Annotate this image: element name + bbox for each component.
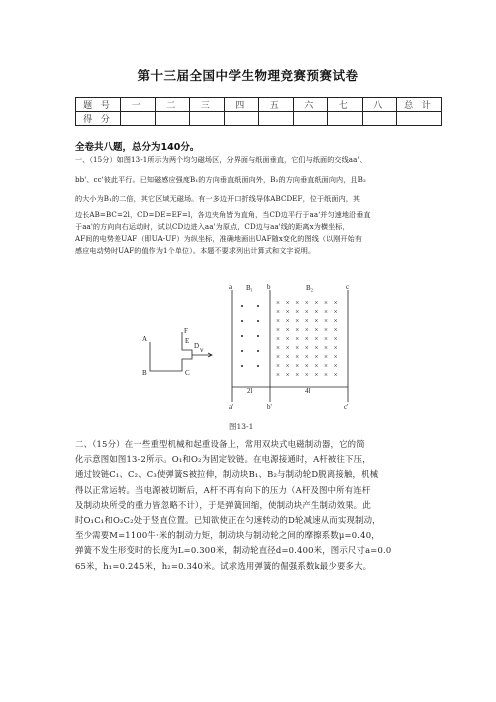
b2-field-cross: ×: [333, 317, 338, 325]
b1-field-dot: [257, 365, 259, 367]
question-2-line: 二、（15分）在一些重型机械和起重设备上，常用双块式电磁制动器，它的简: [75, 439, 365, 449]
question-2-line: 弹簧不发生形变时的长度为L=0.300米，制动轮直径d=0.400米，图示尺寸a=0.0: [75, 545, 392, 556]
question-1-line: 边长AB=BC=2l，CD=DE=EF=l，各边夹角皆为直角，当CD边平行于aa'并匀速地沿垂直: [75, 209, 371, 219]
b2-field-cross: ×: [324, 344, 328, 352]
b2-field-cross: ×: [304, 317, 309, 325]
b2-field-cross: ×: [295, 371, 300, 379]
b2-field-cross: ×: [324, 362, 328, 370]
b2-field-cross: ×: [295, 344, 300, 352]
b2-field-cross: ×: [295, 317, 300, 325]
label-F: F: [184, 327, 188, 335]
label-dim-2l: 2l: [247, 387, 253, 395]
label-c-prime: c': [344, 403, 349, 411]
score-cell: [259, 112, 294, 126]
b2-field-cross: ×: [276, 353, 280, 361]
question-2-text: [75, 437, 439, 574]
score-header-cell: 四: [224, 98, 259, 112]
score-cell: [121, 112, 156, 126]
b2-field-cross: ×: [276, 299, 280, 307]
b1-field-dot: [241, 335, 243, 337]
label-v: v: [200, 346, 204, 354]
b2-field-cross: ×: [314, 371, 319, 379]
b2-field-cross: ×: [314, 353, 319, 361]
b2-field-cross: ×: [304, 299, 309, 307]
score-table: [75, 97, 442, 126]
b2-field-cross: ×: [295, 308, 300, 316]
question-2-line: 65米，h₁=0.245米，h₂=0.340米。试求选用弹簧的倔强系数k最少要多大。: [75, 560, 372, 571]
b2-field-cross: ×: [295, 326, 300, 334]
score-header-cell: 五: [259, 98, 294, 112]
b2-field-crosses: [276, 299, 338, 379]
score-cell: [293, 112, 328, 126]
score-cell: [328, 112, 363, 126]
b2-field-cross: ×: [314, 326, 319, 334]
b2-field-cross: ×: [333, 362, 338, 370]
b2-field-cross: ×: [276, 344, 280, 352]
question-2-line: 得以正常运转。当电源被切断后，A杆不再有向下的压力（A杆及图中所有连杆: [75, 484, 371, 495]
b2-field-cross: ×: [295, 299, 300, 307]
b2-field-cross: ×: [333, 371, 338, 379]
b2-field-cross: ×: [295, 362, 300, 370]
b2-field-cross: ×: [324, 335, 328, 343]
b2-field-cross: ×: [276, 362, 280, 370]
question-1-line: 感应电动势时UAF的值作为1个单位）。本题不要求列出计算式和文字说明。: [75, 245, 316, 255]
question-1-line: AF间的电势差UAF（即UA-UF）为纵坐标，准确地画出UAF随x变化的图线（以刚开始有: [75, 233, 363, 243]
label-A: A: [142, 335, 148, 343]
b2-field-cross: ×: [314, 335, 319, 343]
score-header-cell: 三: [190, 98, 225, 112]
b2-field-cross: ×: [304, 353, 309, 361]
b2-field-cross: ×: [295, 335, 300, 343]
score-header-cell: 六: [293, 98, 328, 112]
score-cell: [224, 112, 259, 126]
label-D: D: [194, 342, 200, 350]
b2-field-cross: ×: [314, 308, 319, 316]
b1-field-dot: [257, 335, 259, 337]
b2-field-cross: ×: [285, 353, 290, 361]
b2-field-cross: ×: [314, 362, 319, 370]
b2-field-cross: ×: [324, 308, 328, 316]
b2-field-cross: ×: [285, 299, 290, 307]
b2-field-cross: ×: [285, 317, 290, 325]
b2-field-cross: ×: [304, 335, 309, 343]
label-a-prime: a': [229, 403, 234, 411]
b2-field-cross: ×: [276, 308, 280, 316]
b2-field-cross: ×: [285, 362, 290, 370]
question-1-line: 于aa'的方向向右运动时，试以CD边进入aa'为原点，CD边与aa'线的距离x为横坐标，: [75, 221, 350, 231]
figure-caption: 图13-1: [229, 422, 254, 431]
b2-field-cross: ×: [285, 326, 290, 334]
score-table-score-row: [76, 112, 442, 126]
question-2-line: 及制动块所受的重力皆忽略不计），于是弹簧回缩，使制动块产生制动效果。此: [75, 499, 371, 510]
b1-field-dot: [257, 350, 259, 352]
b2-field-cross: ×: [304, 344, 309, 352]
score-table-header-row: [76, 98, 442, 112]
b2-field-cross: ×: [276, 317, 280, 325]
b2-field-cross: ×: [324, 353, 328, 361]
score-cell: [155, 112, 190, 126]
b1-field-dot: [241, 350, 243, 352]
b1-field-dot: [241, 320, 243, 322]
score-header-cell: 一: [121, 98, 156, 112]
figure-13-1: [130, 282, 370, 420]
b2-field-cross: ×: [333, 299, 338, 307]
b2-field-cross: ×: [324, 326, 328, 334]
b2-field-cross: ×: [314, 344, 319, 352]
label-b: b: [267, 283, 271, 291]
b1-field-dot: [257, 320, 259, 322]
b1-field-dot: [257, 305, 259, 307]
label-C: C: [185, 369, 190, 377]
label-b1: B₁: [246, 284, 254, 292]
label-dim-4l: 4l: [305, 387, 311, 395]
score-header-cell: 二: [155, 98, 190, 112]
label-b2: B₂: [306, 284, 314, 292]
b2-field-cross: ×: [333, 326, 338, 334]
b2-field-cross: ×: [324, 317, 328, 325]
question-1-line: 一、（15分）如图13-1所示为两个均匀磁场区，分界面与纸面垂直，它们与纸面的交线aa'、: [75, 155, 367, 164]
label-a: a: [229, 283, 233, 291]
label-c: c: [346, 283, 350, 291]
b2-field-cross: ×: [314, 299, 319, 307]
b2-field-cross: ×: [333, 344, 338, 352]
score-cell: [397, 112, 442, 126]
score-header-cell: 总 计: [397, 98, 442, 112]
b2-field-cross: ×: [285, 335, 290, 343]
label-b-prime: b': [267, 403, 272, 411]
score-header-cell: 题 号: [76, 98, 121, 112]
b2-field-cross: ×: [314, 317, 319, 325]
score-cell: [190, 112, 225, 126]
exam-title: 第十三届全国中学生物理竞赛预赛试卷: [137, 68, 359, 83]
question-1-text: [75, 150, 437, 257]
b2-field-cross: ×: [285, 371, 290, 379]
question-2-line: 化示意图如图13-2所示。O₁和O₂为固定铰链。在电源接通时，A杆被往下压，: [75, 454, 371, 465]
b1-field-dots: [241, 305, 259, 367]
b2-field-cross: ×: [333, 308, 338, 316]
label-B: B: [142, 369, 147, 377]
b2-field-cross: ×: [304, 326, 309, 334]
b2-field-cross: ×: [304, 308, 309, 316]
score-header-cell: 八: [362, 98, 397, 112]
b2-field-cross: ×: [285, 344, 290, 352]
label-E: E: [185, 337, 190, 345]
question-2-line: 至少需要M=1100牛·米的制动力矩，制动块与制动轮之间的摩擦系数μ=0.40，: [75, 530, 380, 541]
b2-field-cross: ×: [276, 326, 280, 334]
b2-field-cross: ×: [295, 353, 300, 361]
b2-field-cross: ×: [333, 353, 338, 361]
b2-field-cross: ×: [276, 371, 280, 379]
exam-summary: 全卷共八题，总分为140分。: [75, 142, 200, 153]
question-1-line: 的大小为B₁的二倍，其它区域无磁场。有一多边开口折线导体ABCDEF，位于纸面内，其: [75, 194, 361, 203]
b2-field-cross: ×: [333, 335, 338, 343]
b2-field-cross: ×: [285, 308, 290, 316]
score-cell: [362, 112, 397, 126]
b2-field-cross: ×: [324, 299, 328, 307]
b1-field-dot: [241, 305, 243, 307]
question-1-line: bb'、cc'彼此平行。已知磁感应强度B₁的方向垂直纸面向外，B₂的方向垂直纸面向内，且B₂: [75, 174, 366, 184]
score-header-cell: 七: [328, 98, 363, 112]
question-2-line: 时O₁C₁和O₂C₂处于竖直位置。已知欲使正在匀速转动的D轮减速从而实现制动，: [75, 515, 381, 526]
b1-field-dot: [241, 365, 243, 367]
b2-field-cross: ×: [324, 371, 328, 379]
score-row-label: 得 分: [76, 112, 121, 126]
b2-field-cross: ×: [304, 371, 309, 379]
b2-field-cross: ×: [276, 335, 280, 343]
b2-field-cross: ×: [304, 362, 309, 370]
question-2-line: 通过铰链C₁、C₂、C₃使弹簧S被拉伸，制动块B₁、B₂与制动轮D脱离接触，机械: [75, 469, 379, 480]
